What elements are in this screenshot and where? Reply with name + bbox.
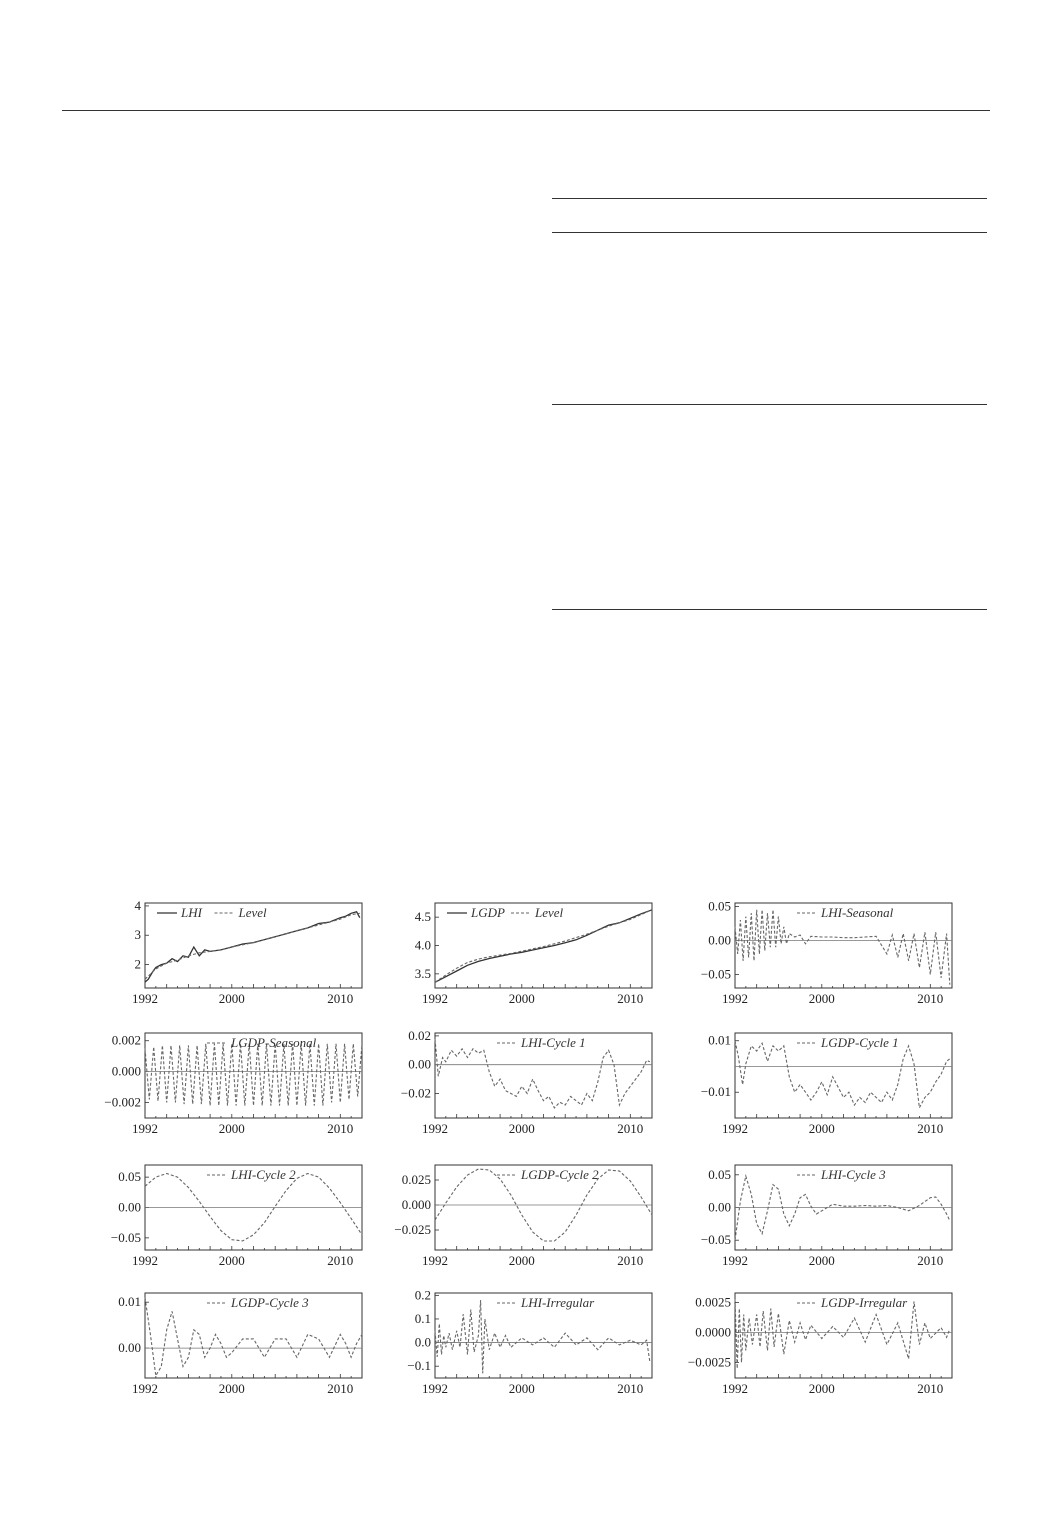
chart-svg-p9 <box>680 1157 980 1272</box>
legend-label: LGDP <box>471 905 505 920</box>
x-tick-label: 2000 <box>218 1253 245 1268</box>
x-tick-label: 1992 <box>132 1121 158 1136</box>
x-tick-label: 2010 <box>917 1253 944 1268</box>
series-line-level <box>145 913 360 979</box>
legend-label: LGDP-Cycle 1 <box>821 1035 899 1050</box>
x-tick-label: 1992 <box>132 991 158 1006</box>
y-tick-label: −0.1 <box>407 1358 431 1374</box>
x-tick-label: 1992 <box>422 1381 448 1396</box>
y-tick-label: 0.0000 <box>695 1324 731 1340</box>
y-tick-label: 4.5 <box>414 909 431 925</box>
x-tick-label: 1992 <box>132 1253 158 1268</box>
x-tick-label: 1992 <box>132 1381 158 1396</box>
y-tick-label: −0.05 <box>700 1232 731 1248</box>
y-tick-label: −0.05 <box>110 1229 141 1245</box>
series-line-lhi <box>145 912 360 982</box>
x-tick-label: 2000 <box>808 1121 835 1136</box>
x-tick-label: 2000 <box>218 991 245 1006</box>
legend-label: LGDP-Cycle 3 <box>231 1295 309 1310</box>
x-tick-label: 2010 <box>327 1381 354 1396</box>
y-tick-label: 3 <box>134 927 141 943</box>
y-tick-label: −0.002 <box>104 1094 141 1110</box>
legend-label: LGDP-Irregular <box>821 1295 908 1310</box>
y-tick-label: 0.00 <box>118 1199 141 1215</box>
page-top-rule <box>62 110 990 111</box>
x-tick-label: 2000 <box>808 1253 835 1268</box>
chart-svg-p5 <box>380 1025 680 1140</box>
legend-label: LHI-Cycle 2 <box>231 1167 296 1182</box>
series-line-lgdp-cycle-1 <box>735 1041 950 1108</box>
x-tick-label: 2010 <box>327 1121 354 1136</box>
table-rule-4 <box>552 609 987 610</box>
x-tick-label: 2000 <box>218 1381 245 1396</box>
chart-svg-p1 <box>90 895 390 1010</box>
x-tick-label: 1992 <box>722 1381 748 1396</box>
x-tick-label: 2000 <box>508 1121 535 1136</box>
x-tick-label: 2000 <box>508 1381 535 1396</box>
chart-svg-p12 <box>680 1285 980 1400</box>
chart-panel-lhi-cycle-2 <box>90 1157 390 1272</box>
y-tick-label: 0.00 <box>118 1340 141 1356</box>
legend-label: LHI <box>181 905 202 920</box>
y-tick-label: 4.0 <box>414 937 431 953</box>
chart-svg-p7 <box>90 1157 390 1272</box>
chart-panel-lgdp-irregular <box>680 1285 980 1400</box>
chart-panel-lhi-irregular <box>380 1285 680 1400</box>
y-tick-label: 3.5 <box>414 965 431 981</box>
chart-panel-lhi-cycle-3 <box>680 1157 980 1272</box>
chart-panel-lhi-seasonal <box>680 895 980 1010</box>
chart-panel-lgdp-cycle-1 <box>680 1025 980 1140</box>
x-tick-label: 2000 <box>218 1121 245 1136</box>
series-line-lhi-irregular <box>435 1300 650 1373</box>
x-tick-label: 1992 <box>422 991 448 1006</box>
y-tick-label: −0.02 <box>400 1085 431 1101</box>
y-tick-label: 0.02 <box>408 1027 431 1043</box>
legend-label: LHI-Seasonal <box>821 905 894 920</box>
x-tick-label: 2000 <box>508 991 535 1006</box>
x-tick-label: 2010 <box>617 1121 644 1136</box>
y-tick-label: 0.002 <box>111 1032 141 1048</box>
chart-panel-lgdp-cycle-2 <box>380 1157 680 1272</box>
chart-svg-p4 <box>90 1025 390 1140</box>
y-tick-label: 0.000 <box>111 1063 141 1079</box>
y-tick-label: 4 <box>134 897 141 913</box>
y-tick-label: 0.05 <box>118 1169 141 1185</box>
legend-label: LHI-Irregular <box>521 1295 595 1310</box>
chart-svg-p10 <box>90 1285 390 1400</box>
x-tick-label: 2000 <box>508 1253 535 1268</box>
y-tick-label: −0.01 <box>700 1084 731 1100</box>
y-tick-label: 0.1 <box>414 1310 431 1326</box>
y-tick-label: −0.025 <box>394 1222 431 1237</box>
chart-panel-lhi-cycle-1 <box>380 1025 680 1140</box>
x-tick-label: 1992 <box>722 1121 748 1136</box>
x-tick-label: 2010 <box>917 991 944 1006</box>
y-tick-label: 0.2 <box>414 1287 431 1303</box>
y-tick-label: 2 <box>134 956 141 972</box>
legend-label: LHI-Cycle 1 <box>521 1035 586 1050</box>
y-tick-label: −0.05 <box>700 966 731 982</box>
legend-label: Level <box>238 905 267 920</box>
y-tick-label: 0.01 <box>708 1032 731 1048</box>
x-tick-label: 1992 <box>722 1253 748 1268</box>
chart-panel-lgdp-level <box>380 895 680 1010</box>
x-tick-label: 2010 <box>617 991 644 1006</box>
x-tick-label: 1992 <box>722 991 748 1006</box>
x-tick-label: 2010 <box>327 1253 354 1268</box>
chart-svg-p3 <box>680 895 980 1010</box>
table-rule-2 <box>552 232 987 233</box>
y-tick-label: 0.025 <box>401 1172 431 1187</box>
chart-panel-lgdp-seasonal <box>90 1025 390 1140</box>
y-tick-label: 0.00 <box>708 1199 731 1215</box>
y-tick-label: −0.0025 <box>687 1354 731 1370</box>
table-rule-1 <box>552 198 987 199</box>
x-tick-label: 2010 <box>917 1121 944 1136</box>
x-tick-label: 2010 <box>617 1253 644 1268</box>
x-tick-label: 2010 <box>617 1381 644 1396</box>
y-tick-label: 0.0025 <box>695 1294 731 1310</box>
y-tick-label: 0.0 <box>414 1334 431 1350</box>
x-tick-label: 1992 <box>422 1253 448 1268</box>
y-tick-label: 0.00 <box>408 1056 431 1072</box>
series-line-lhi-cycle-3 <box>735 1176 950 1240</box>
x-tick-label: 1992 <box>422 1121 448 1136</box>
chart-svg-p2 <box>380 895 680 1010</box>
table-rule-3 <box>552 404 987 405</box>
series-line-lhi-seasonal <box>735 910 950 985</box>
series-line-lgdp-seasonal <box>145 1044 362 1106</box>
chart-panel-lhi-level <box>90 895 390 1010</box>
x-tick-label: 2010 <box>917 1381 944 1396</box>
legend-label: LGDP-Seasonal <box>231 1035 317 1050</box>
legend-label: Level <box>535 905 564 920</box>
y-tick-label: 0.000 <box>401 1197 431 1212</box>
legend-label: LGDP-Cycle 2 <box>521 1167 599 1182</box>
x-tick-label: 2000 <box>808 991 835 1006</box>
chart-panel-lgdp-cycle-3 <box>90 1285 390 1400</box>
x-tick-label: 2000 <box>808 1381 835 1396</box>
series-line-level <box>435 910 652 983</box>
legend-label: LHI-Cycle 3 <box>821 1167 886 1182</box>
chart-svg-p11 <box>380 1285 680 1400</box>
chart-svg-p8 <box>380 1157 680 1272</box>
y-tick-label: 0.05 <box>708 1166 731 1182</box>
chart-svg-p6 <box>680 1025 980 1140</box>
x-tick-label: 2010 <box>327 991 354 1006</box>
y-tick-label: 0.00 <box>708 932 731 948</box>
y-tick-label: 0.05 <box>708 898 731 914</box>
y-tick-label: 0.01 <box>118 1294 141 1310</box>
